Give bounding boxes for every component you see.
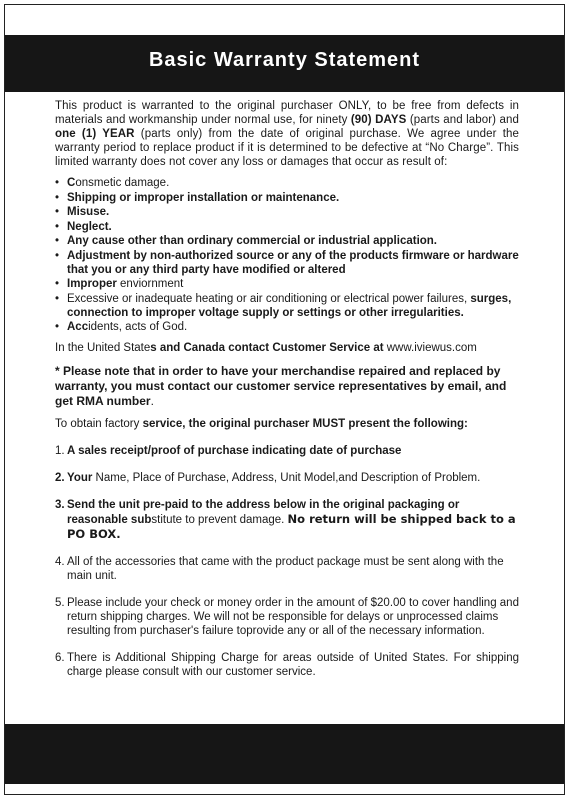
list-item: • Adjustment by non-authorized source or any of the products firmware or hardware that you or any third party have modified or altered [55, 249, 519, 277]
rma-notice: * Please note that in order to have your merchandise repaired and replaced by warranty, you must contact our customer service representatives by email, and get RMA number. [55, 364, 507, 408]
intro-text-a: This product is warranted to the original purchaser ONLY, to be free from defects in materials and workmanship under normal use, for ninety [55, 100, 519, 126]
list-item: • Improper enviornment [55, 277, 519, 291]
intro-text-d: (parts only) from the date of original purchase. We agree under the warranty period to replace product if it is determined to be defective at “No Charge”. This limited warranty does not cover any loss or damages that occur as result of: [55, 128, 519, 168]
intro-text-c: (parts and labor) and [406, 114, 519, 126]
footer-band [5, 724, 564, 784]
warranty-content [55, 99, 519, 692]
intro-paragraph [55, 99, 519, 169]
list-item: • Consmetic damage. [55, 176, 519, 190]
list-item: • Excessive or inadequate heating or air conditioning or electrical power failures, surges, connection to improper voltage supply or settings or other irregularities. [55, 292, 519, 320]
website-link[interactable]: www.iviewus.com [383, 342, 477, 354]
list-item: • Shipping or improper installation or maintenance. [55, 191, 519, 205]
list-item: 5. Please include your check or money order in the amount of $20.00 to cover handling and return shipping charges. We will not be responsible for delays or unprocessed claims resulting from purchaser's failure toprovide any or all of the necessary information. [55, 597, 519, 637]
list-item: • Neglect. [55, 220, 519, 234]
page-title: Basic Warranty Statement [148, 49, 421, 71]
list-item: 2. Your Name, Place of Purchase, Address, Unit Model,and Description of Problem. [55, 472, 481, 484]
exclusion-list [55, 176, 519, 334]
list-item: • Misuse. [55, 205, 519, 219]
obtain-service-line: To obtain factory service, the original purchaser MUST present the following: [55, 418, 468, 430]
list-item: 3. Send the unit pre-paid to the address below in the original packaging or reasonable substitute to prevent damage. No return will be shipped back to a PO BOX. [55, 499, 516, 541]
list-item: 6. There is Additional Shipping Charge for areas outside of United States. For shipping charge please consult with our customer service. [55, 652, 519, 678]
list-item: • Accidents, acts of God. [55, 320, 519, 334]
intro-ninety-days: (90) DAYS [350, 114, 407, 126]
list-item: 4. All of the accessories that came with the product package must be sent along with the main unit. [55, 556, 504, 582]
requirements-list [55, 444, 519, 679]
intro-one-year: one (1) YEAR [55, 128, 135, 140]
list-item: • Any cause other than ordinary commercial or industrial application. [55, 234, 519, 248]
list-item: 1. A sales receipt/proof of purchase indicating date of purchase [55, 445, 402, 457]
header-band [5, 35, 564, 92]
contact-line: In the United States and Canada contact Customer Service at www.iviewus.com [55, 342, 477, 354]
